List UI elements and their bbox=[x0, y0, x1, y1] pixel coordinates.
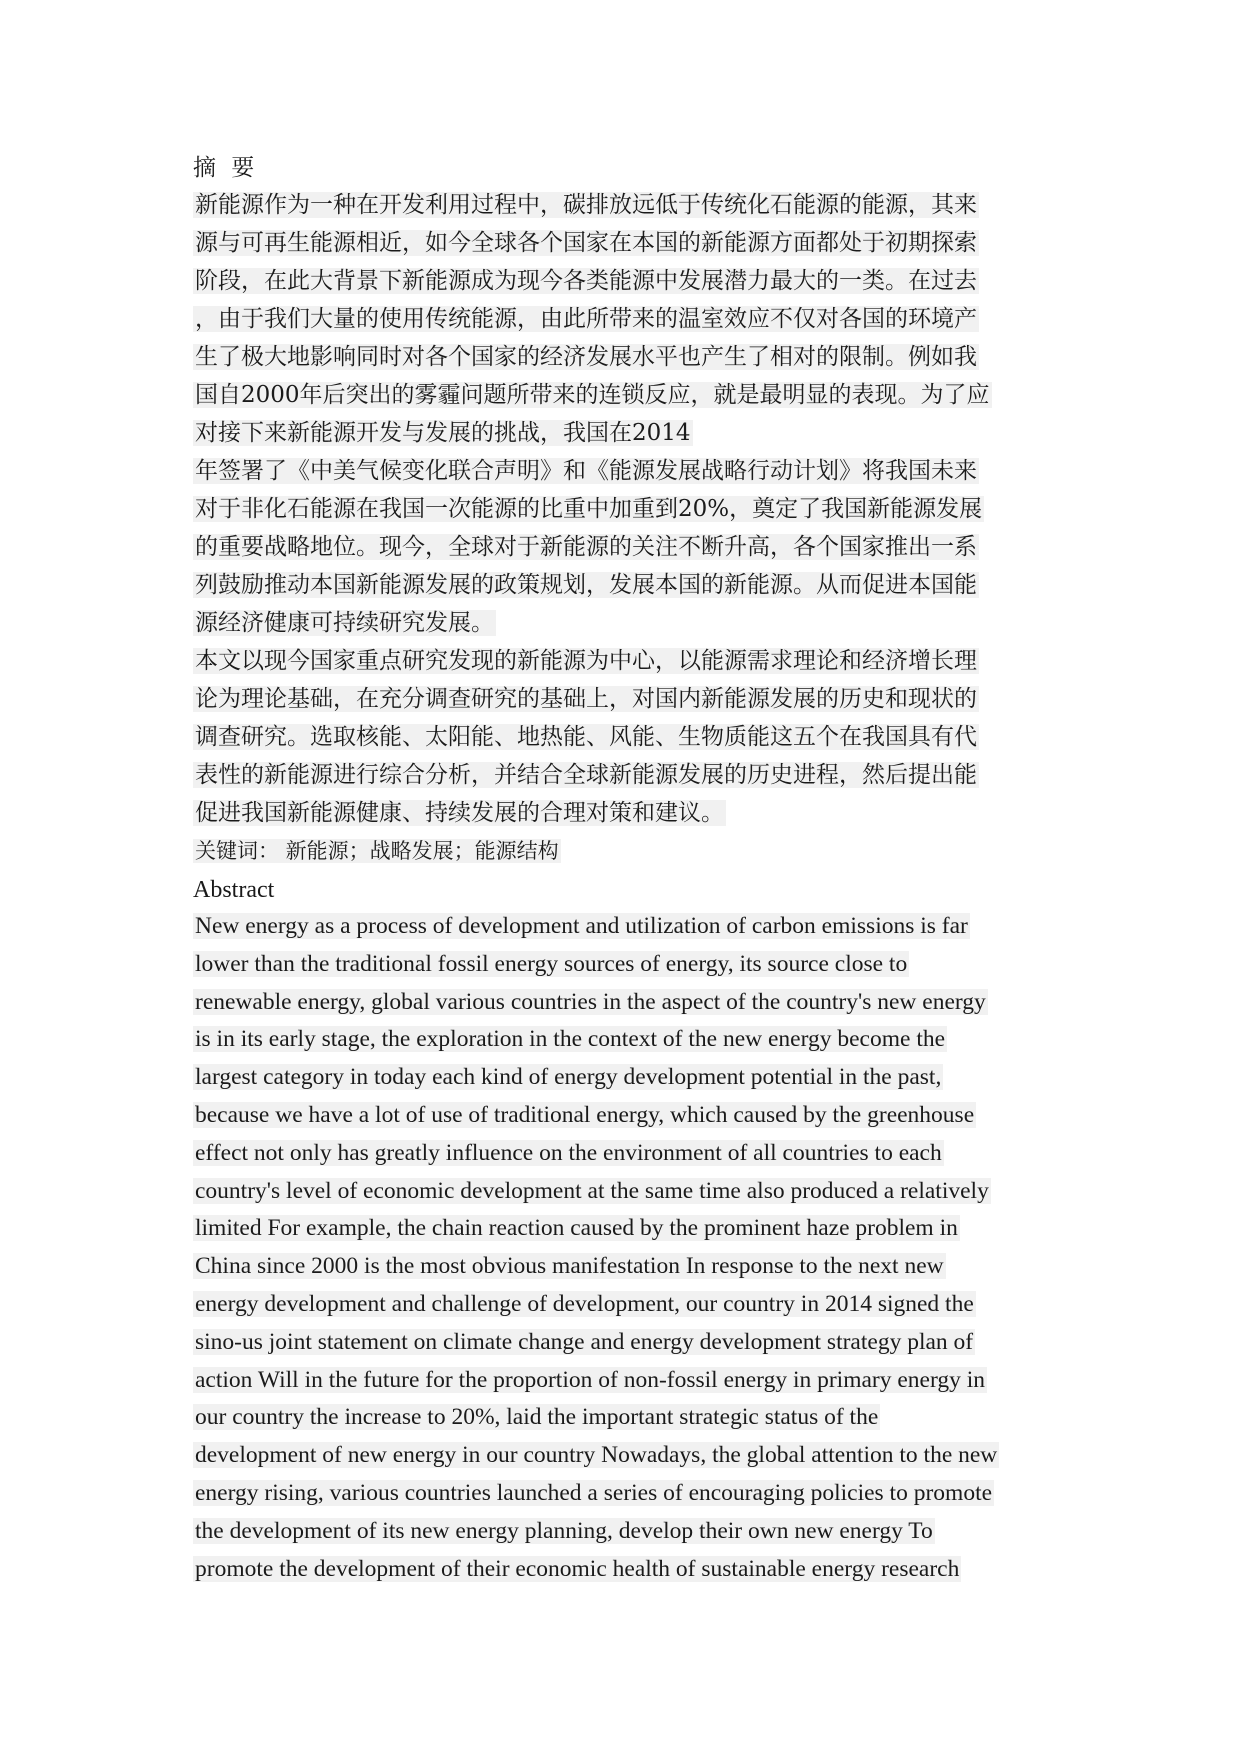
cn-text-line: ，由于我们大量的使用传统能源，由此所带来的温室效应不仅对各国的环境产 bbox=[195, 306, 977, 332]
en-text-line: sino-us joint statement on climate change and energy development strategy plan of bbox=[195, 1328, 974, 1355]
cn-abstract-paragraph-1 bbox=[193, 186, 1053, 642]
cn-abstract-heading: 摘 要 bbox=[193, 155, 259, 181]
abstract-content bbox=[193, 150, 1053, 1588]
cn-text-line: 源与可再生能源相近，如今全球各个国家在本国的新能源方面都处于初期探索 bbox=[195, 230, 977, 256]
en-text-line: renewable energy, global various countries in the aspect of the country's new energy bbox=[195, 988, 986, 1015]
cn-abstract-paragraph-2 bbox=[193, 642, 1053, 832]
en-text-line: the development of its new energy planning, develop their own new energy To bbox=[195, 1517, 933, 1544]
en-text-line: because we have a lot of use of traditional energy, which caused by the greenhouse bbox=[195, 1101, 975, 1128]
en-abstract-heading: Abstract bbox=[193, 877, 275, 903]
cn-text-line: 论为理论基础，在充分调查研究的基础上，对国内新能源发展的历史和现状的 bbox=[195, 686, 977, 712]
cn-keywords: 关键词： 新能源；战略发展；能源结构 bbox=[195, 839, 559, 863]
cn-text-line: 对于非化石能源在我国一次能源的比重中加重到20%，奠定了我国新能源发展 bbox=[195, 496, 983, 522]
en-text-line: development of new energy in our country Nowadays, the global attention to the new bbox=[195, 1442, 998, 1469]
cn-text-line: 生了极大地影响同时对各个国家的经济发展水平也产生了相对的限制。例如我 bbox=[195, 344, 977, 370]
en-text-line: country's level of economic development at the same time also produced a relatively bbox=[195, 1177, 989, 1204]
cn-text-line: 源经济健康可持续研究发展。 bbox=[195, 610, 494, 636]
en-text-line: limited For example, the chain reaction caused by the prominent haze problem in bbox=[195, 1215, 958, 1242]
en-abstract-paragraph bbox=[193, 908, 1053, 1588]
cn-text-line: 调查研究。选取核能、太阳能、地热能、风能、生物质能这五个在我国具有代 bbox=[195, 724, 977, 750]
cn-text-line: 国自2000年后突出的雾霾问题所带来的连锁反应，就是最明显的表现。为了应 bbox=[195, 382, 990, 408]
cn-text-line: 促进我国新能源健康、持续发展的合理对策和建议。 bbox=[195, 800, 724, 826]
en-text-line: energy rising, various countries launched a series of encouraging policies to promote bbox=[195, 1479, 993, 1506]
cn-text-line: 的重要战略地位。现今，全球对于新能源的关注不断升高，各个国家推出一系 bbox=[195, 534, 977, 560]
en-text-line: action Will in the future for the proportion of non-fossil energy in primary energy in bbox=[195, 1366, 986, 1393]
cn-text-line: 新能源作为一种在开发利用过程中，碳排放远低于传统化石能源的能源，其来 bbox=[195, 192, 977, 218]
en-text-line: effect not only has greatly influence on the environment of all countries to each bbox=[195, 1139, 942, 1166]
cn-text-line: 本文以现今国家重点研究发现的新能源为中心，以能源需求理论和经济增长理 bbox=[195, 648, 977, 674]
cn-text-line: 年签署了《中美气候变化联合声明》和《能源发展战略行动计划》将我国未来 bbox=[195, 458, 977, 484]
cn-text-line: 列鼓励推动本国新能源发展的政策规划，发展本国的新能源。从而促进本国能 bbox=[195, 572, 977, 598]
en-text-line: New energy as a process of development and utilization of carbon emissions is far bbox=[195, 913, 968, 939]
en-text-line: our country the increase to 20%, laid the important strategic status of the bbox=[195, 1404, 879, 1431]
en-text-line: promote the development of their economic health of sustainable energy research bbox=[195, 1555, 960, 1582]
cn-text-line: 表性的新能源进行综合分析，并结合全球新能源发展的历史进程，然后提出能 bbox=[195, 762, 977, 788]
cn-text-line: 对接下来新能源开发与发展的挑战，我国在2014 bbox=[195, 420, 691, 446]
en-text-line: energy development and challenge of development, our country in 2014 signed the bbox=[195, 1290, 974, 1317]
cn-text-line: 阶段，在此大背景下新能源成为现今各类能源中发展潜力最大的一类。在过去 bbox=[195, 268, 977, 294]
en-text-line: largest category in today each kind of energy development potential in the past, bbox=[195, 1064, 942, 1091]
en-text-line: China since 2000 is the most obvious manifestation In response to the next new bbox=[195, 1253, 944, 1280]
en-text-line: is in its early stage, the exploration in the context of the new energy become the bbox=[195, 1026, 946, 1053]
en-text-line: lower than the traditional fossil energy sources of energy, its source close to bbox=[195, 950, 908, 977]
